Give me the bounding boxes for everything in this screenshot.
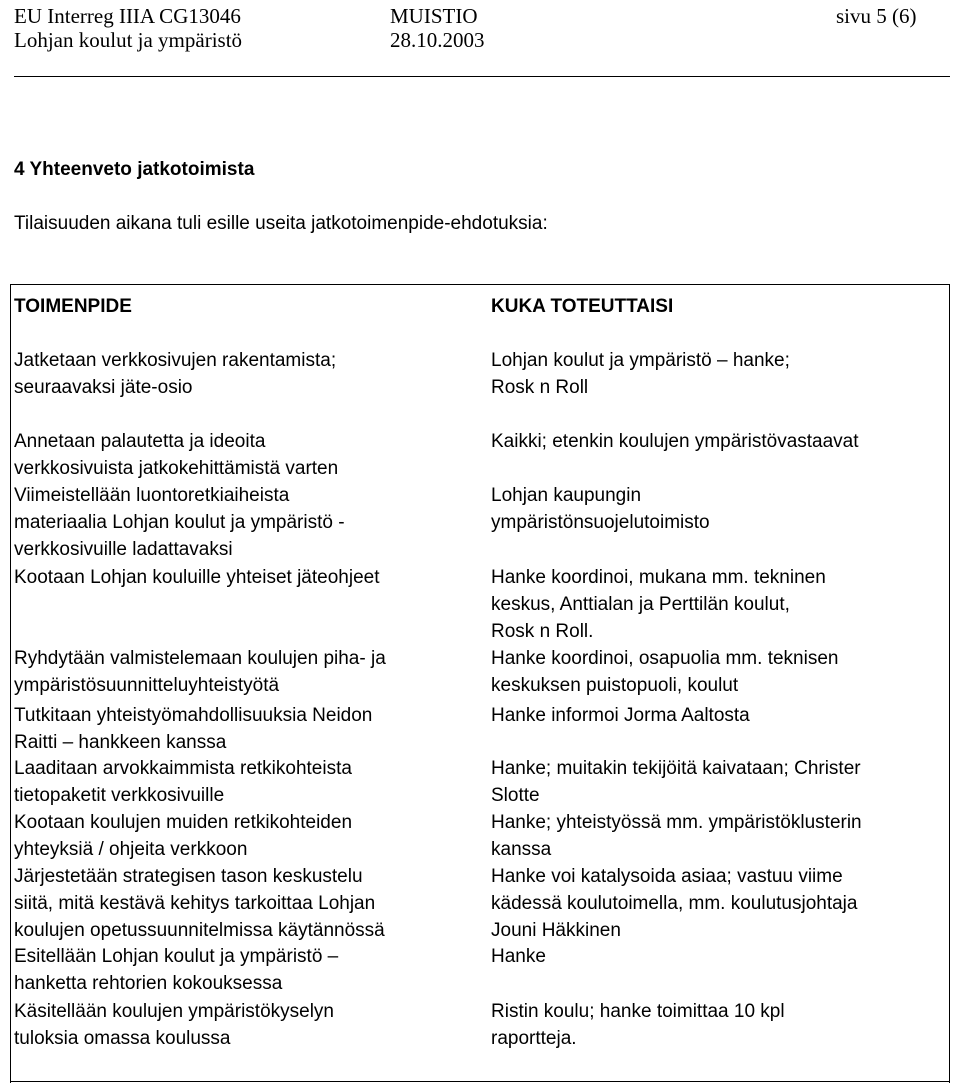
cell-text-line: Raitti – hankkeen kanssa	[14, 732, 227, 753]
cell-text-line: Kootaan Lohjan kouluille yhteiset jäteohjeet	[14, 567, 380, 588]
table-cell-action	[14, 755, 479, 809]
cell-text-line: Hanke voi katalysoida asiaa; vastuu viime	[491, 866, 843, 887]
cell-text-line: Hanke; yhteistyössä mm. ympäristöklusterin	[491, 812, 862, 833]
header-page-number: sivu 5 (6)	[836, 4, 917, 28]
header-subproject: Lohjan koulut ja ympäristö	[14, 28, 243, 52]
table-cell-who	[491, 347, 946, 401]
section-title: 4 Yhteenveto jatkotoimista	[14, 159, 255, 180]
table-cell-action	[14, 428, 479, 482]
cell-text-line: Järjestetään strategisen tason keskustelu	[14, 866, 363, 887]
cell-text-line: Kootaan koulujen muiden retkikohteiden	[14, 812, 353, 833]
table-bottom-border	[10, 1081, 950, 1082]
column-header-who: KUKA TOTEUTTAISI	[491, 296, 674, 317]
header-date: 28.10.2003	[390, 28, 485, 52]
cell-text-line: Lohjan kaupungin	[491, 485, 642, 506]
table-cell-action	[14, 645, 479, 699]
table-cell-who	[491, 482, 946, 536]
cell-text-line: Tutkitaan yhteistyömahdollisuuksia Neidon	[14, 705, 373, 726]
table-cell-action	[14, 809, 479, 863]
cell-text-line: ympäristönsuojelutoimisto	[491, 512, 710, 533]
header-divider	[14, 76, 950, 77]
cell-text-line: Viimeistellään luontoretkiaiheista	[14, 485, 290, 506]
cell-text-line: koulujen opetussuunnitelmissa käytännössä	[14, 920, 385, 941]
cell-text-line: Käsitellään koulujen ympäristökyselyn	[14, 1001, 334, 1022]
table-cell-action	[14, 564, 479, 591]
cell-text-line: siitä, mitä kestävä kehitys tarkoittaa Lohjan	[14, 893, 376, 914]
cell-text-line: kanssa	[491, 839, 552, 860]
cell-text-line: yhteyksiä / ohjeita verkkoon	[14, 839, 248, 860]
table-cell-action	[14, 998, 479, 1052]
table-cell-who	[491, 943, 946, 970]
table-cell-action	[14, 347, 479, 401]
cell-text-line: Rosk n Roll	[491, 377, 589, 398]
cell-text-line: Lohjan koulut ja ympäristö – hanke;	[491, 350, 790, 371]
cell-text-line: keskuksen puistopuoli, koulut	[491, 675, 739, 696]
header-doc-type: MUISTIO	[390, 4, 478, 28]
cell-text-line: Esitellään Lohjan koulut ja ympäristö –	[14, 946, 339, 967]
table-cell-who	[491, 863, 946, 944]
cell-text-line: tietopaketit verkkosivuille	[14, 785, 225, 806]
cell-text-line: Ristin koulu; hanke toimittaa 10 kpl	[491, 1001, 785, 1022]
cell-text-line: Slotte	[491, 785, 540, 806]
page-header	[0, 0, 960, 80]
cell-text-line: Laaditaan arvokkaimmista retkikohteista	[14, 758, 352, 779]
cell-text-line: Jatketaan verkkosivujen rakentamista;	[14, 350, 337, 371]
cell-text-line: seuraavaksi jäte-osio	[14, 377, 193, 398]
cell-text-line: Rosk n Roll.	[491, 621, 594, 642]
cell-text-line: Hanke	[491, 946, 546, 967]
table-cell-who	[491, 702, 946, 729]
cell-text-line: Hanke koordinoi, osapuolia mm. teknisen	[491, 648, 839, 669]
table-cell-action	[14, 482, 479, 563]
cell-text-line: kädessä koulutoimella, mm. koulutusjohtaja	[491, 893, 858, 914]
table-cell-who	[491, 564, 946, 645]
header-project-code: EU Interreg IIIA CG13046	[14, 4, 241, 28]
table-cell-action	[14, 943, 479, 997]
cell-text-line: Hanke; muitakin tekijöitä kaivataan; Christer	[491, 758, 861, 779]
cell-text-line: keskus, Anttialan ja Perttilän koulut,	[491, 594, 790, 615]
cell-text-line: Kaikki; etenkin koulujen ympäristövastaavat	[491, 431, 859, 452]
cell-text-line: ympäristösuunnitteluyhteistyötä	[14, 675, 280, 696]
cell-text-line: verkkosivuille ladattavaksi	[14, 539, 233, 560]
table-cell-who	[491, 809, 946, 863]
cell-text-line: hanketta rehtorien kokouksessa	[14, 973, 283, 994]
cell-text-line: Hanke informoi Jorma Aaltosta	[491, 705, 750, 726]
section-intro: Tilaisuuden aikana tuli esille useita jatkotoimenpide-ehdotuksia:	[14, 213, 548, 234]
table-cell-action	[14, 702, 479, 756]
column-header-action: TOIMENPIDE	[14, 296, 132, 317]
table-cell-action	[14, 863, 479, 944]
cell-text-line: Jouni Häkkinen	[491, 920, 621, 941]
table-cell-who	[491, 755, 946, 809]
table-cell-who	[491, 428, 946, 455]
cell-text-line: verkkosivuista jatkokehittämistä varten	[14, 458, 339, 479]
table-cell-who	[491, 998, 946, 1052]
cell-text-line: materiaalia Lohjan koulut ja ympäristö -	[14, 512, 345, 533]
cell-text-line: Annetaan palautetta ja ideoita	[14, 431, 266, 452]
cell-text-line: tuloksia omassa koulussa	[14, 1028, 231, 1049]
table-cell-who	[491, 645, 946, 699]
cell-text-line: raportteja.	[491, 1028, 577, 1049]
cell-text-line: Ryhdytään valmistelemaan koulujen piha- ja	[14, 648, 386, 669]
cell-text-line: Hanke koordinoi, mukana mm. tekninen	[491, 567, 826, 588]
